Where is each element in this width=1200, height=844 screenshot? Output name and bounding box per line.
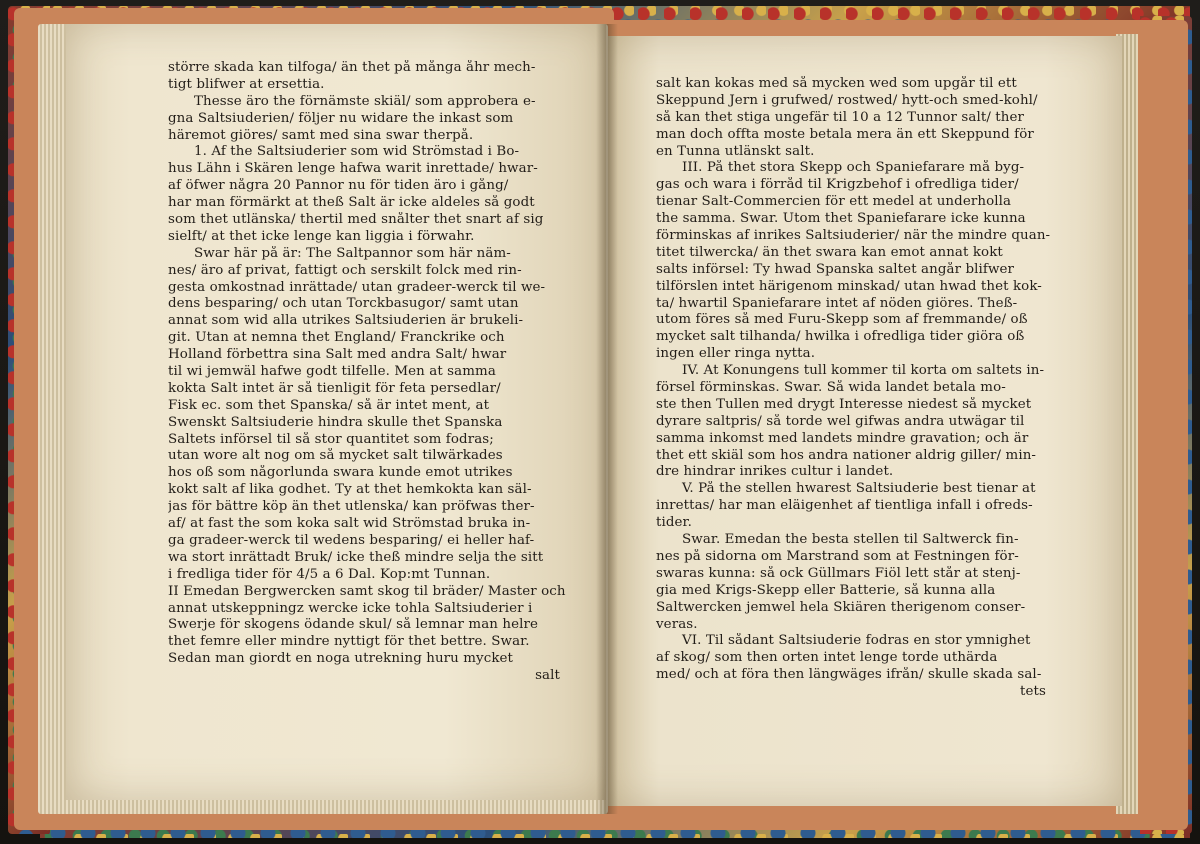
- text-line: förminskas af inrikes Saltsiuderier/ när the mindre quan-: [656, 228, 1051, 244]
- text-line: annat utskeppningz wercke icke tohla Saltsiuderier i: [168, 600, 533, 616]
- text-line: Saltets införsel til så stor quantitet som fodras;: [168, 431, 494, 447]
- text-line: Thesse äro the förnämste skiäl/ som approbera e-: [194, 93, 536, 109]
- text-line: jas för bättre köp än thet utlenska/ kan pröfwas ther-: [168, 499, 535, 515]
- text-line: hus Lähn i Skären lenge hafwa warit inrettade/ hwar-: [168, 161, 538, 177]
- text-line: mycket salt tilhanda/ hwilka i ofredliga tider giöra oß: [656, 329, 1025, 345]
- text-line: Holland förbettra sina Salt med andra Salt/ hwar: [168, 347, 507, 363]
- text-line: gas och wara i förråd til Krigzbehof i ofredliga tider/: [656, 177, 1019, 193]
- text-line: tigt blifwer at ersettia.: [168, 76, 325, 92]
- catchword: tets: [1020, 684, 1046, 700]
- text-line: dyrare saltpris/ så torde wel gifwas andra utwägar til: [656, 413, 1025, 429]
- text-line: Skeppund Jern i grufwed/ rostwed/ hytt-och smed-kohl/: [656, 92, 1038, 108]
- text-line: en Tunna utlänskt salt.: [656, 143, 815, 159]
- left-page-text: [168, 60, 566, 685]
- text-line: ste then Tullen med drygt Interesse niedest så mycket: [656, 396, 1032, 412]
- text-line: större skada kan tilfoga/ än thet på många åhr mech-: [168, 60, 536, 75]
- text-line: ga gradeer-werck til wedens besparing/ ei heller haf-: [168, 532, 535, 548]
- text-line: Fisk ec. som thet Spanska/ så är intet ment, at: [168, 397, 490, 413]
- text-line: annat som wid alla utrikes Saltsiuderien är brukeli-: [168, 313, 524, 329]
- catchword: salt: [535, 668, 560, 684]
- text-line: 1. Af the Saltsiuderier som wid Strömstad i Bo-: [194, 144, 520, 160]
- text-line: dre hindrar inrikes cultur i landet.: [656, 464, 894, 480]
- text-line: man doch offta moste betala mera än ett Skeppund för: [656, 126, 1034, 142]
- text-line: Sedan man giordt en noga utrekning huru mycket: [168, 651, 514, 667]
- text-line: II Emedan Bergwercken samt skog til bräder/ Master och: [168, 583, 566, 599]
- text-line: kokt salt af lika godhet. Ty at thet hemkokta kan säl-: [168, 482, 532, 498]
- text-line: inrettas/ har man eläigenhet af tientliga infall i ofreds-: [656, 498, 1033, 514]
- text-line: tider.: [656, 515, 692, 531]
- text-line: gna Saltsiuderien/ följer nu widare the inkast som: [168, 110, 514, 126]
- text-line: thet femre eller mindre nyttigt för thet bettre. Swar.: [168, 634, 530, 650]
- text-line: Swenskt Saltsiuderie hindra skulle thet Spanska: [168, 414, 503, 430]
- text-line: som thet utlänska/ thertil med snålter thet snart af sig: [168, 212, 544, 228]
- text-line: swaras kunna: så ock Güllmars Fiöl lett står at stenj-: [656, 565, 1021, 581]
- text-line: med/ och at föra then längwäges ifrån/ skulle skada sal-: [656, 667, 1042, 683]
- text-line: samma inkomst med landets mindre gravation; och är: [656, 430, 1029, 446]
- text-line: sielft/ at thet icke lenge kan liggia i förwahr.: [168, 228, 475, 244]
- text-line: nes på sidorna om Marstrand som at Festningen för-: [656, 548, 1019, 564]
- text-line: af öfwer några 20 Pannor nu för tiden äro i gång/: [168, 178, 509, 194]
- text-line: utom föres så med Furu-Skepp som af fremmande/ oß: [656, 312, 1028, 328]
- text-line: Swerje för skogens ödande skul/ så lemnar man helre: [168, 617, 539, 633]
- text-line: tienar Salt-Commercien för ett medel at underholla: [656, 194, 1012, 210]
- text-line: försel förminskas. Swar. Så wida landet betala mo-: [656, 380, 1006, 396]
- text-line: salts införsel: Ty hwad Spanska saltet angår blifwer: [656, 261, 1015, 277]
- text-line: ta/ hwartil Spaniefarare intet af nöden giöres. Theß-: [656, 295, 1018, 311]
- text-line: kokta Salt intet är så tienligit för feta persedlar/: [168, 380, 501, 396]
- text-line: häremot giöres/ samt med sina swar therpå.: [168, 127, 474, 143]
- text-line: gesta omkostnad inrättade/ utan gradeer-werck til we-: [168, 279, 546, 295]
- text-line: utan wore alt nog om så mycket salt tilwärkades: [168, 448, 503, 464]
- text-line: titet tilwercka/ än thet swara kan emot annat kokt: [656, 244, 1003, 260]
- text-line: salt kan kokas med så mycken wed som upgår til ett: [656, 76, 1017, 91]
- text-line: Saltwercken jemwel hela Skiären therigenom conser-: [656, 599, 1026, 615]
- text-line: hos oß som någorlunda swara kunde emot utrikes: [168, 465, 513, 481]
- text-line: så kan thet stiga ungefär til 10 a 12 Tunnor salt/ ther: [656, 109, 1025, 125]
- text-line: VI. Til sådant Saltsiuderie fodras en stor ymnighet: [682, 633, 1031, 649]
- text-line: af skog/ som then orten intet lenge torde uthärda: [656, 650, 998, 666]
- text-line: Swar här på är: The Saltpannor som här näm-: [194, 245, 511, 261]
- text-line: tilförslen intet härigenom minskad/ utan hwad thet kok-: [656, 278, 1042, 294]
- text-line: III. På thet stora Skepp och Spaniefarare må byg-: [682, 160, 1025, 176]
- text-line: nes/ äro af privat, fattigt och serskilt folck med rin-: [168, 262, 522, 278]
- text-line: veras.: [656, 616, 698, 632]
- text-line: the samma. Swar. Utom thet Spaniefarare icke kunna: [656, 211, 1026, 227]
- text-line: gia med Krigs-Skepp eller Batterie, så kunna alla: [656, 582, 996, 598]
- text-line: af/ at fast the som koka salt wid Strömstad bruka in-: [168, 516, 531, 532]
- text-line: i fredliga tider för 4/5 a 6 Dal. Kop:mt Tunnan.: [168, 566, 491, 582]
- text-line: dens besparing/ och utan Torckbasugor/ samt utan: [168, 296, 519, 312]
- text-line: til wi jemwäl hafwe godt tilfelle. Men at samma: [168, 364, 496, 380]
- text-line: ingen eller ringa nytta.: [656, 346, 816, 362]
- text-line: wa stort inrättadt Bruk/ icke theß mindre selja the sitt: [168, 549, 544, 565]
- text-line: git. Utan at nemna thet England/ Franckrike och: [168, 330, 505, 346]
- right-page-text: [656, 76, 1052, 701]
- text-line: Swar. Emedan the besta stellen til Saltwerck fin-: [682, 532, 1019, 548]
- text-line: V. På the stellen hwarest Saltsiuderie best tienar at: [682, 481, 1036, 497]
- text-line: har man förmärkt at theß Salt är icke aldeles så godt: [168, 195, 535, 211]
- text-line: IV. At Konungens tull kommer til korta om saltets in-: [682, 363, 1045, 379]
- text-line: thet ett skiäl som hos andra nationer aldrig giller/ min-: [656, 447, 1037, 463]
- book-gutter: [596, 24, 618, 814]
